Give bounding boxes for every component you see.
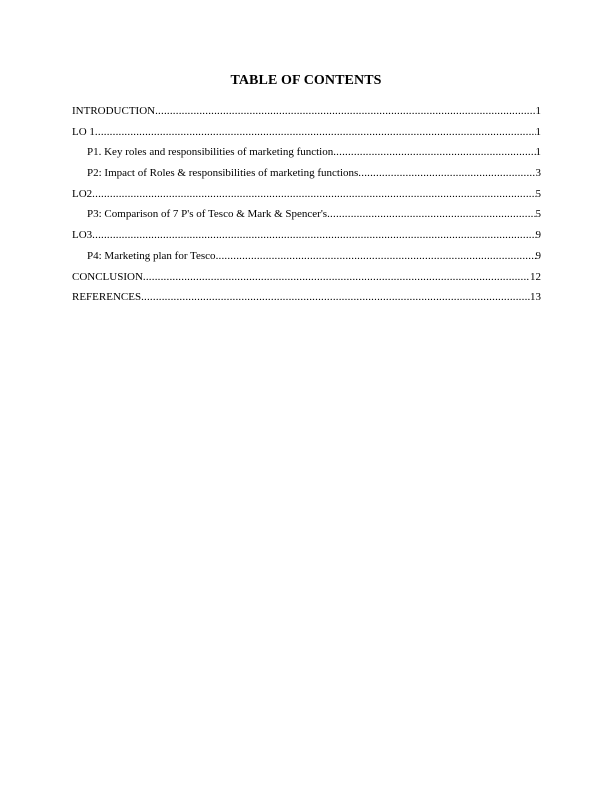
toc-entry-text: P1. Key roles and responsibilities of marketing function xyxy=(87,146,334,159)
toc-entry-text: CONCLUSION xyxy=(72,270,143,283)
dot-leader xyxy=(155,101,535,122)
toc-entry-page-number: 9 xyxy=(535,229,541,242)
toc-entry-text: LO3 xyxy=(72,229,93,242)
toc-entry-text: P3: Comparison of 7 P's of Tesco & Mark & Spencer's xyxy=(87,208,328,221)
toc-list xyxy=(72,101,541,308)
toc-entry-page-number: 1 xyxy=(535,146,541,159)
dot-leader xyxy=(92,225,535,246)
dot-leader xyxy=(141,287,530,308)
toc-entry-p1[interactable] xyxy=(72,142,541,163)
dot-leader xyxy=(92,184,535,205)
dot-leader xyxy=(358,163,535,184)
toc-entry-references[interactable] xyxy=(72,287,541,308)
toc-entry-introduction[interactable] xyxy=(72,101,541,122)
dot-leader xyxy=(95,122,536,143)
toc-entry-page-number: 5 xyxy=(535,187,541,200)
toc-entry-page-number: 1 xyxy=(535,105,541,117)
toc-entry-text: REFERENCES xyxy=(72,291,142,304)
toc-entry-lo1[interactable] xyxy=(72,122,541,143)
toc-entry-text: LO 1 xyxy=(72,125,95,138)
toc-entry-lo2[interactable] xyxy=(72,184,541,205)
toc-entry-page-number: 12 xyxy=(530,270,541,283)
toc-entry-page-number: 9 xyxy=(535,249,541,262)
dot-leader xyxy=(143,267,530,288)
dot-leader xyxy=(327,204,535,225)
dot-leader xyxy=(333,142,535,163)
toc-entry-page-number: 5 xyxy=(535,208,541,221)
toc-entry-page-number: 3 xyxy=(535,167,541,180)
toc-entry-text: P2: Impact of Roles & responsibilities of marketing functions xyxy=(87,167,359,180)
toc-entry-p4[interactable] xyxy=(72,246,541,267)
toc-entry-p2[interactable] xyxy=(72,163,541,184)
toc-entry-conclusion[interactable] xyxy=(72,267,541,288)
toc-entry-page-number: 13 xyxy=(530,291,541,304)
dot-leader xyxy=(216,246,536,267)
toc-entry-text: P4: Marketing plan for Tesco xyxy=(87,249,216,262)
toc-entry-text: LO2 xyxy=(72,187,93,200)
toc-title: TABLE OF CONTENTS xyxy=(230,73,382,88)
toc-entry-lo3[interactable] xyxy=(72,225,541,246)
toc-entry-text: INTRODUCTION xyxy=(72,105,156,117)
toc-entry-p3[interactable] xyxy=(72,204,541,225)
toc-entry-page-number: 1 xyxy=(535,125,541,138)
